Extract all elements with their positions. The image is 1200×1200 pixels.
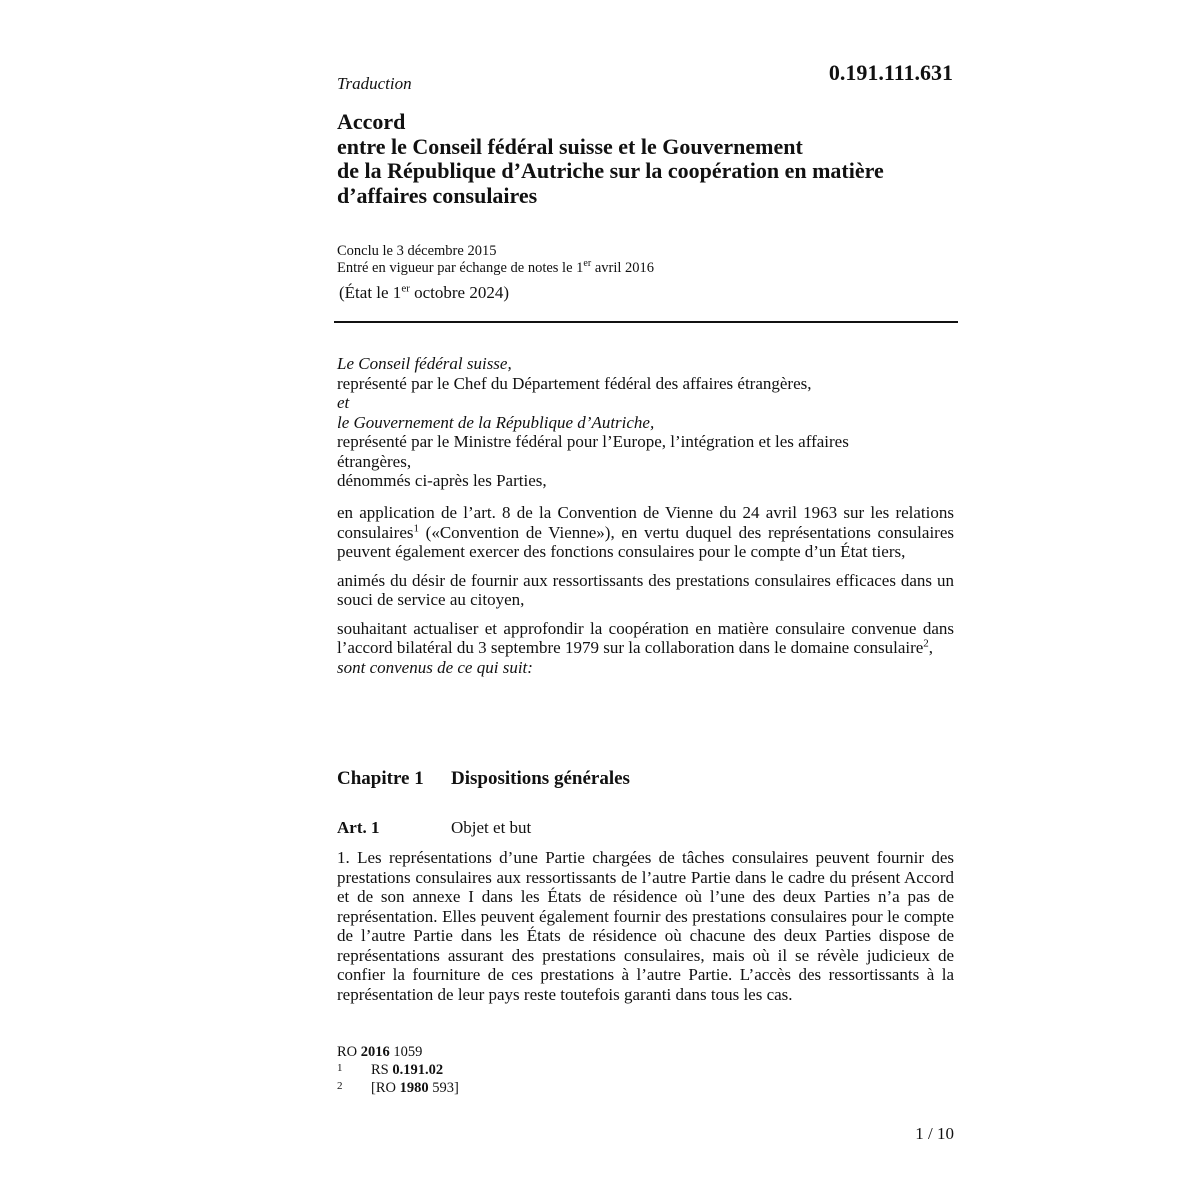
status-text: (État le 1 [339,283,402,302]
consideration-vienna [337,503,954,562]
fn-text: 1059 [389,1044,423,1060]
para-text: souhaitant actualiser et approfondir la coopération en matière consulaire convenue dans l’accord bilatéral du 3 septembre 1979 sur la collaboration dans le domaine consulaire [337,618,954,657]
fn-text: RS [371,1062,393,1078]
translation-label: Traduction [337,74,412,93]
chapter-title: Dispositions générales [451,768,630,789]
fn-text: [RO [371,1080,400,1096]
chapter-heading [337,768,630,790]
footnote-ref[interactable]: 1 [413,521,419,534]
footnote-1 [337,1060,459,1078]
title-line: d’affaires consulaires [337,182,538,208]
document-meta [337,243,654,277]
party-1: Le Conseil fédéral suisse, [337,354,512,373]
chapter-number: Chapitre 1 [337,768,424,789]
designation: dénommés ci-après les Parties, [337,471,547,490]
fn-text: 593] [428,1080,459,1096]
status-date [339,283,509,303]
official-compilation-ref [337,1044,459,1060]
header-divider [334,321,958,323]
rs-number: 0.191.111.631 [828,60,953,85]
title-line: de la République d’Autriche sur la coopération en matière [337,158,884,183]
conjunction: et [337,393,350,412]
article-heading [337,818,531,838]
fn-bold: 1980 [399,1080,429,1096]
party-1-representative: représenté par le Chef du Département fédéral des affaires étrangères, [337,373,812,393]
entry-into-force [337,260,654,277]
footnote-number: 1 [337,1062,343,1074]
footnotes [337,1044,459,1096]
consideration-cooperation [337,619,954,658]
preamble-considerations [337,503,954,686]
party-2-representative-cont: étrangères, [337,451,412,471]
concluded-date: Conclu le 3 décembre 2015 [337,243,497,259]
article-title: Objet et but [451,818,532,837]
closing-formula: sont convenus de ce qui suit: [337,657,533,677]
title-line: entre le Conseil fédéral suisse et le Gouvernement [337,133,803,159]
party-2-representative: représenté par le Ministre fédéral pour l’Europe, l’intégration et les affaires [337,432,849,451]
status-text-end: octobre 2024) [409,283,509,302]
party-2: le Gouvernement de la République d’Autriche, [337,412,655,432]
preamble-parties [337,354,954,491]
status-sup: er [401,282,410,295]
fn-text: RO [337,1044,361,1060]
entry-sup: er [583,258,592,270]
fn-bold: 0.191.02 [392,1062,444,1078]
para-text: («Convention de Vienne»), en vertu duquel des représentations consulaires peuvent également exercer des fonctions consulaires pour le compte d’un État tiers, [337,522,954,561]
para-text: en application de l’art. 8 de la Convention de Vienne du 24 avril 1963 sur les relations consulaires [337,503,954,542]
footnote-2 [337,1078,459,1096]
article-body [337,848,954,1004]
article-number: Art. 1 [337,818,380,837]
article-paragraph: 1. Les représentations d’une Partie chargées de tâches consulaires peuvent fournir des prestations consulaires aux ressortissants de l’autre Partie dans le cadre du présent Accord et de son annexe I dans les États de résidence où l’une des deux Parties n’a pas de représentation. Elles peuvent également fournir des prestations consulaires pour le compte de l’autre Partie dans les États de résidence où chacune des deux Parties dispose de représentations assurant des prestations consulaires, mais où il se révèle judicieux de confier la fourniture de ces prestations à l’autre Partie. L’accès des ressortissants à la représentation de leur pays reste toutefois garanti dans tous les cas. [337,848,954,1004]
footnote-number: 2 [337,1080,343,1092]
entry-text: Entré en vigueur par échange de notes le 1 [337,260,584,276]
title-line: Accord [337,109,406,134]
para-text: , [928,638,934,657]
page-number: 1 / 10 [915,1124,954,1143]
fn-bold: 2016 [360,1044,390,1060]
footnote-ref[interactable]: 2 [923,637,929,650]
consideration-service: animés du désir de fournir aux ressortissants des prestations consulaires efficaces dans un souci de service au citoyen, [337,570,954,609]
document-title [337,110,957,208]
entry-text-end: avril 2016 [591,260,655,276]
